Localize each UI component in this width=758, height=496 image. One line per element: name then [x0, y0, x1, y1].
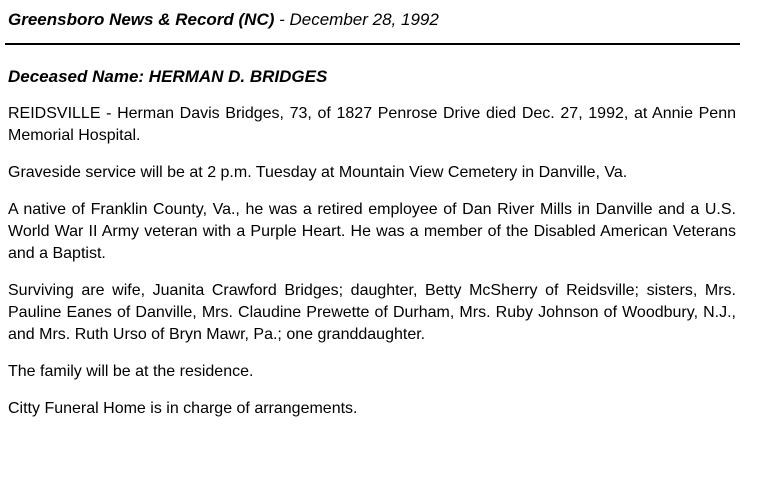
publication-header	[8, 8, 740, 34]
paragraph-family: The family will be at the residence.	[8, 363, 254, 380]
obituary-body	[8, 103, 736, 435]
header-divider	[5, 43, 740, 45]
publication-date: December 28, 1992	[289, 10, 439, 29]
paragraph-arrangements: Citty Funeral Home is in charge of arrangements.	[8, 400, 358, 417]
paragraph-biography: A native of Franklin County, Va., he was a retired employee of Dan River Mills in Danville and a U.S. World War II Army veteran with a Purple Heart. He was a member of the Disabled American Veterans and a Baptist.	[8, 201, 736, 262]
paragraph-survivors: Surviving are wife, Juanita Crawford Bridges; daughter, Betty McSherry of Reidsville; sisters, Mrs. Pauline Eanes of Danville, Mrs. Claudine Prewette of Durham, Mrs. Ruby Johnson of Woodbury, N.J., and Mrs. Ruth Urso of Bryn Mawr, Pa.; one granddaughter.	[8, 282, 736, 343]
publication-source: Greensboro News & Record (NC)	[8, 10, 275, 29]
header-separator: -	[274, 10, 290, 29]
paragraph-service: Graveside service will be at 2 p.m. Tuesday at Mountain View Cemetery in Danville, Va.	[8, 164, 628, 181]
obituary-page	[8, 8, 740, 417]
paragraph-death-notice: REIDSVILLE - Herman Davis Bridges, 73, of 1827 Penrose Drive died Dec. 27, 1992, at Annie Penn Memorial Hospital.	[8, 105, 736, 144]
deceased-name: Deceased Name: HERMAN D. BRIDGES	[8, 67, 328, 86]
